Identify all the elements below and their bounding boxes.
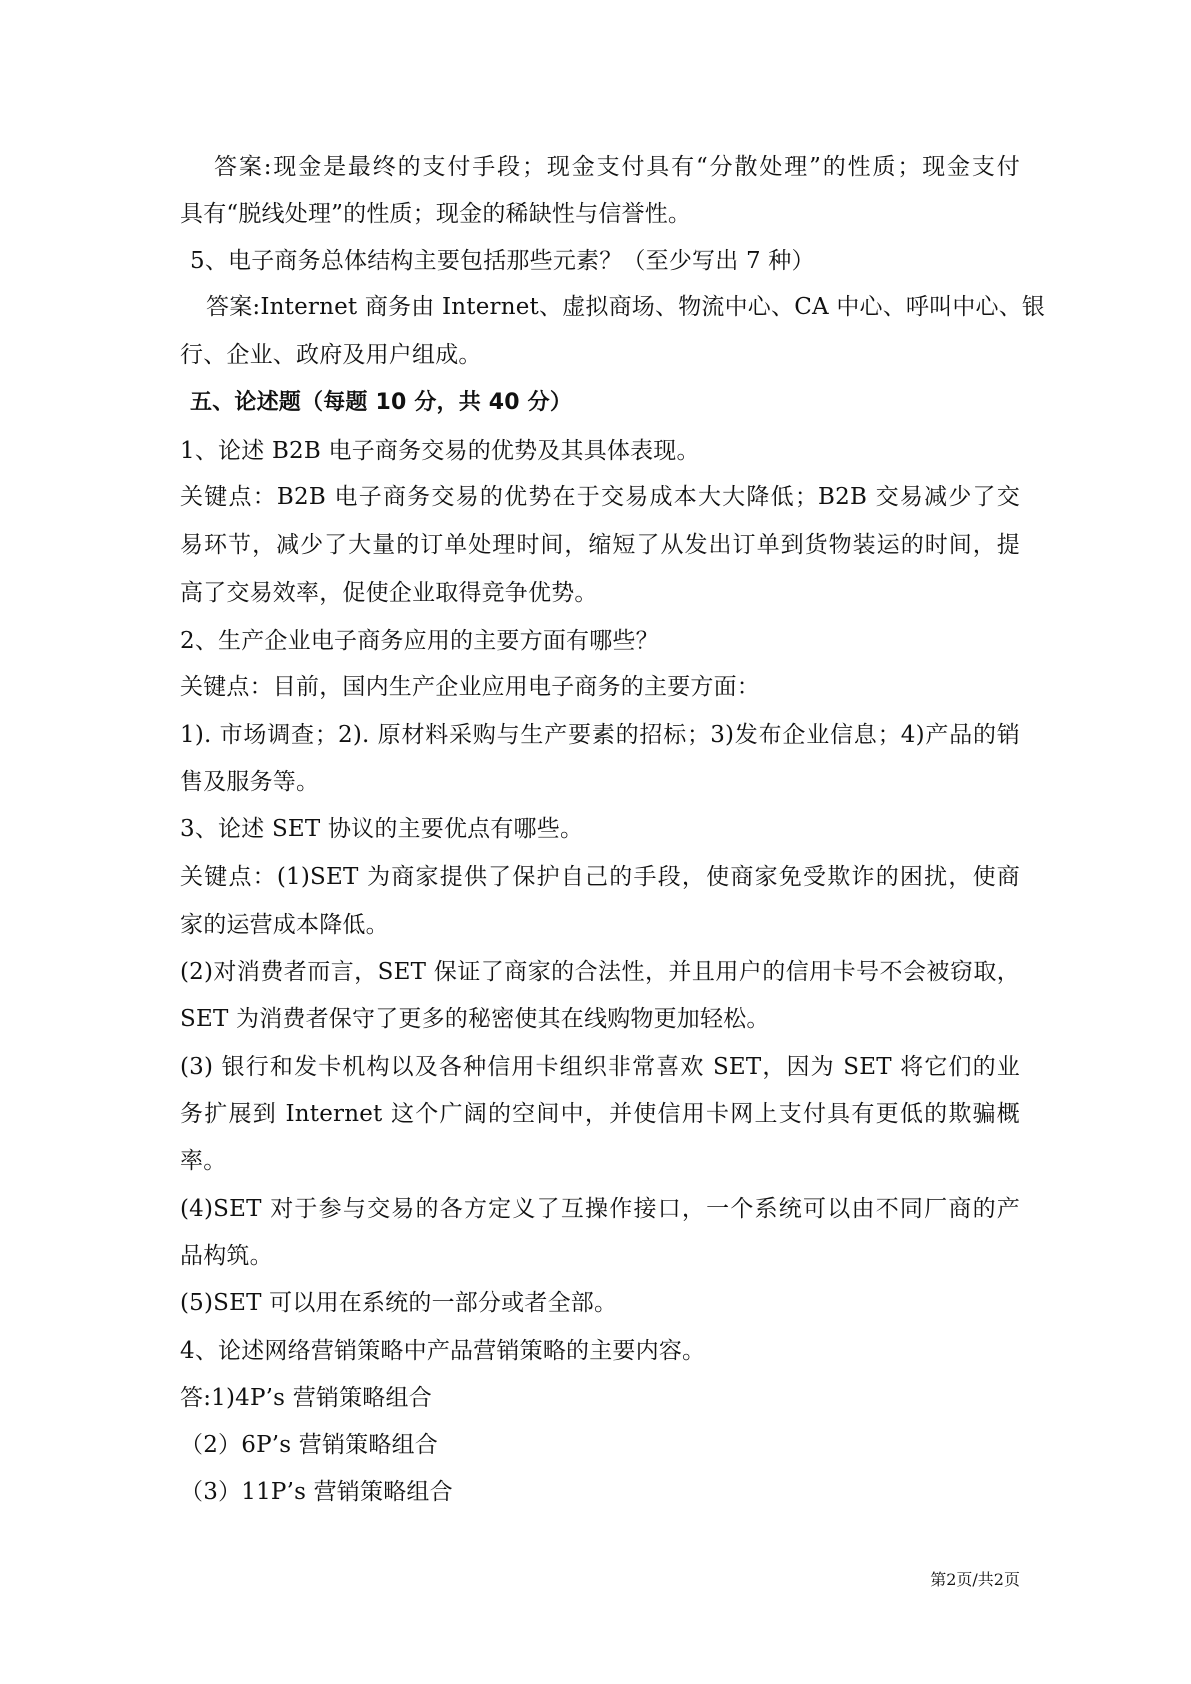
essay-answer-3-line-6: 务扩展到 Internet 这个广阔的空间中，并使信用卡网上支付具有更低的欺骗概 <box>180 1101 1020 1127</box>
answer-5-line-2: 行、企业、政府及用户组成。 <box>180 342 482 368</box>
essay-answer-3-line-1: 关键点：(1)SET 为商家提供了保护自己的手段，使商家免受欺诈的困扰，使商 <box>180 864 1020 890</box>
essay-answer-1-line-3: 高了交易效率，促使企业取得竞争优势。 <box>180 580 598 606</box>
essay-answer-3-line-8: (4)SET 对于参与交易的各方定义了互操作接口，一个系统可以由不同厂商的产 <box>180 1196 1020 1222</box>
essay-answer-4-line-2: （2）6P’s 营销策略组合 <box>180 1432 438 1458</box>
essay-question-4: 4、论述网络营销策略中产品营销策略的主要内容。 <box>180 1338 706 1364</box>
essay-answer-3-line-5: (3) 银行和发卡机构以及各种信用卡组织非常喜欢 SET，因为 SET 将它们的业 <box>180 1054 1020 1080</box>
essay-answer-3-line-4: SET 为消费者保守了更多的秘密使其在线购物更加轻松。 <box>180 1006 770 1032</box>
answer-4-line-1: 答案:现金是最终的支付手段；现金支付具有“分散处理”的性质；现金支付 <box>214 154 1020 180</box>
question-5: 5、电子商务总体结构主要包括那些元素？（至少写出 7 种） <box>190 248 815 274</box>
essay-answer-3-line-9: 品构筑。 <box>180 1243 273 1269</box>
essay-answer-3-line-2: 家的运营成本降低。 <box>180 912 389 938</box>
section-heading-essay: 五、论述题（每题 10 分，共 40 分） <box>190 390 573 415</box>
essay-answer-4-line-3: （3）11P’s 营销策略组合 <box>180 1479 453 1505</box>
essay-answer-2-line-1: 关键点：目前，国内生产企业应用电子商务的主要方面： <box>180 674 760 700</box>
essay-answer-1-line-1: 关键点：B2B 电子商务交易的优势在于交易成本大大降低；B2B 交易减少了交 <box>180 484 1020 510</box>
essay-answer-4-line-1: 答:1)4P’s 营销策略组合 <box>180 1385 432 1411</box>
essay-answer-3-line-3: (2)对消费者而言，SET 保证了商家的合法性，并且用户的信用卡号不会被窃取， <box>180 959 1020 985</box>
essay-answer-3-line-7: 率。 <box>180 1148 227 1174</box>
page-number: 第2页/共2页 <box>930 1570 1020 1589</box>
essay-answer-1-line-2: 易环节，减少了大量的订单处理时间，缩短了从发出订单到货物装运的时间，提 <box>180 532 1020 558</box>
answer-4-line-2: 具有“脱线处理”的性质；现金的稀缺性与信誉性。 <box>180 201 692 227</box>
answer-5-line-1: 答案:Internet 商务由 Internet、虚拟商场、物流中心、CA 中心、呼叫中心、银 <box>206 294 1046 320</box>
essay-answer-2-line-2: 1). 市场调查；2). 原材料采购与生产要素的招标；3)发布企业信息；4)产品的销 <box>180 722 1020 748</box>
essay-question-2: 2、生产企业电子商务应用的主要方面有哪些？ <box>180 628 659 654</box>
essay-question-1: 1、论述 B2B 电子商务交易的优势及其具体表现。 <box>180 438 700 464</box>
essay-answer-2-line-3: 售及服务等。 <box>180 769 320 795</box>
essay-answer-3-line-10: (5)SET 可以用在系统的一部分或者全部。 <box>180 1290 618 1316</box>
essay-question-3: 3、论述 SET 协议的主要优点有哪些。 <box>180 816 584 842</box>
